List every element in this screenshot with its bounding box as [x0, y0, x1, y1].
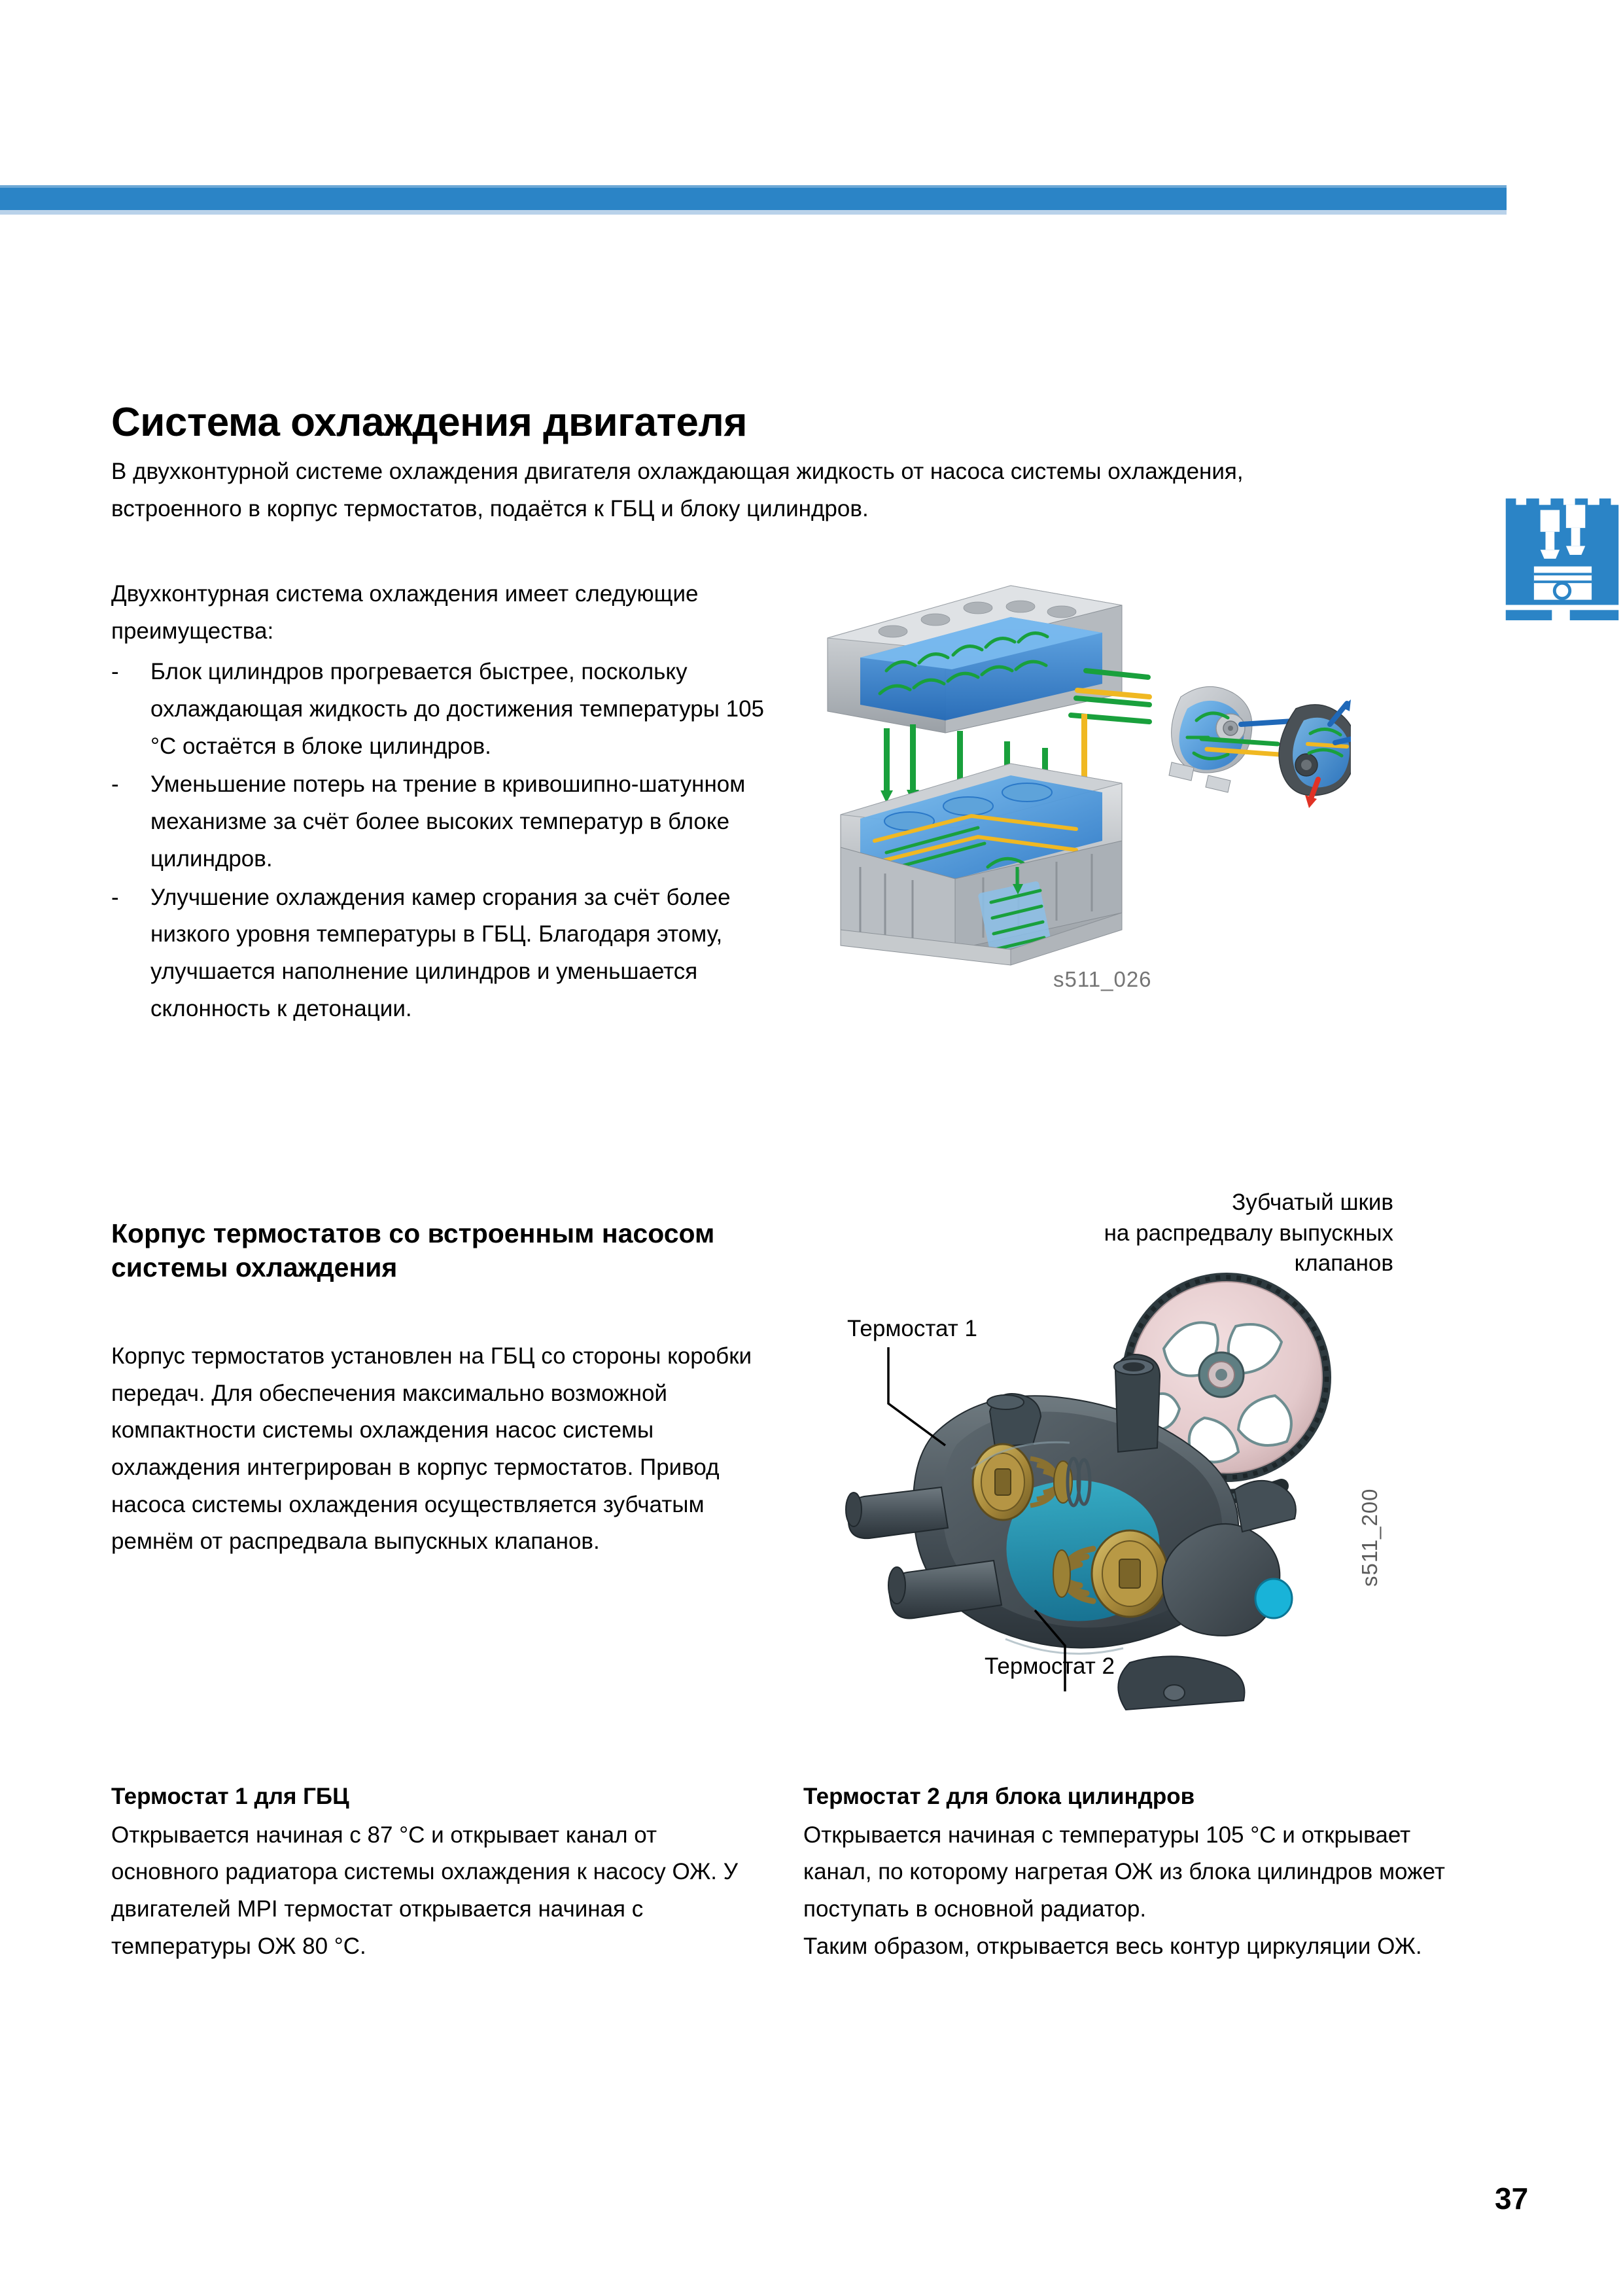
bullet-dash: -	[111, 771, 119, 798]
page-number: 37	[1495, 2181, 1529, 2216]
intro-paragraph	[111, 453, 1420, 527]
list-item	[111, 879, 765, 1028]
intro-line-2: встроенного в корпус термостатов, подаётся к ГБЦ и блоку цилиндров.	[111, 495, 869, 521]
callout-pulley-line2: на распредвалу выпускных	[1104, 1220, 1393, 1246]
callout-pulley-label	[1053, 1188, 1393, 1279]
section-body-thermostat-housing: Корпус термостатов установлен на ГБЦ со стороны коробки передач. Для обеспечения максимально возможной компактности системы охлаждения насос системы охлаждения интегрирован в корпус термостатов. Привод насоса системы охлаждения осуществляется зубчатым ремнём от распредвала выпускных клапанов.	[111, 1343, 752, 1555]
thermostat-1-block	[111, 1778, 765, 1965]
page-title: Система охлаждения двигателя	[111, 399, 747, 445]
advantages-list	[111, 654, 765, 1027]
list-item-text: Улучшение охлаждения камер сгорания за счёт более низкого уровня температуры в ГБЦ. Благодаря этому, улучшается наполнение цилиндров и уменьшается склонность к детонации.	[150, 884, 731, 1021]
thermostat-2-body-1: Открывается начиная с температуры 105 °C и открывает канал, по которому нагретая ОЖ из блока цилиндров может поступать в основной радиатор.	[803, 1822, 1445, 1922]
thermostat-2-title: Термостат 2 для блока цилиндров	[803, 1784, 1195, 1809]
intro-line-1: В двухконтурной системе охлаждения двигателя охлаждающая жидкость от насоса системы охлаждения,	[111, 459, 1244, 484]
thermostat-2-body-2: Таким образом, открывается весь контур циркуляции ОЖ.	[803, 1933, 1422, 1959]
thermostat-1-body: Открывается начиная с 87 °C и открывает канал от основного радиатора системы охлаждения к насосу ОЖ. У двигателей MPI термостат открывается начиная с температуры ОЖ 80 °C.	[111, 1822, 738, 1959]
advantages-block	[111, 576, 765, 1029]
callout-thermostat-2: Термостат 2	[985, 1653, 1115, 1679]
advantages-lead: Двухконтурная система охлаждения имеет следующие преимущества:	[111, 581, 699, 644]
list-item-text: Блок цилиндров прогревается быстрее, поскольку охлаждающая жидкость до достижения температуры 105 °C остаётся в блоке цилиндров.	[150, 659, 765, 759]
callout-thermostat-1: Термостат 1	[847, 1316, 977, 1341]
list-item	[111, 654, 765, 765]
thermostat-2-block	[803, 1778, 1464, 1965]
bullet-dash: -	[111, 884, 119, 910]
figure-2-callouts	[805, 1188, 1393, 1750]
callout-pulley-line3: клапанов	[1294, 1250, 1393, 1277]
figure-2-caption: s511_200	[1357, 1488, 1382, 1587]
callout-pulley-line1: Зубчатый шкив	[1232, 1190, 1393, 1215]
thermostat-1-title: Термостат 1 для ГБЦ	[111, 1784, 349, 1809]
section-heading-thermostat-housing: Корпус термостатов со встроенным насосом системы охлаждения	[111, 1218, 715, 1283]
list-item	[111, 766, 765, 877]
engine-piston-valves-icon	[1498, 492, 1623, 620]
header-accent-bar	[0, 188, 1507, 210]
list-item-text: Уменьшение потерь на трение в кривошипно-шатунном механизме за счёт более высоких температур в блоке цилиндров.	[150, 771, 746, 872]
exploded-engine-figure	[814, 559, 1351, 991]
figure-1-caption: s511_026	[1053, 967, 1152, 991]
bullet-dash: -	[111, 659, 119, 685]
